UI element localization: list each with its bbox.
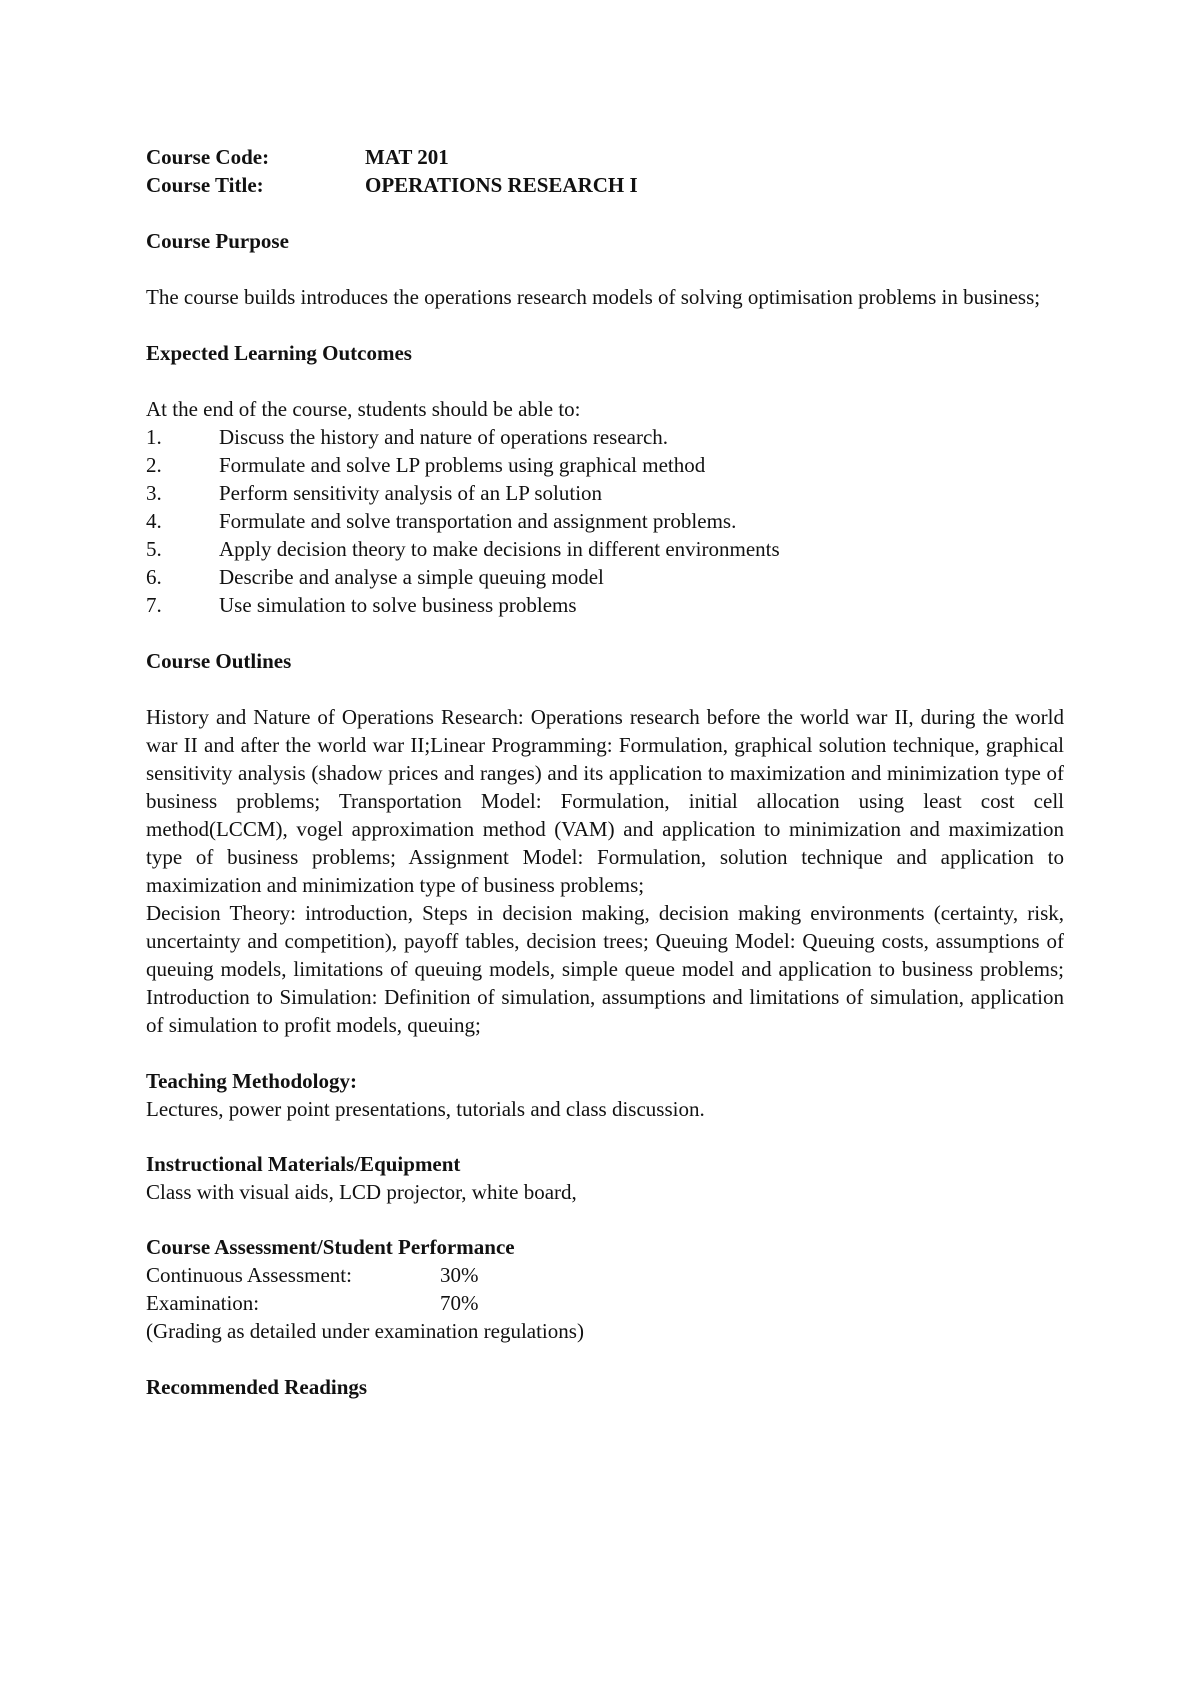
- learning-outcomes-intro: At the end of the course, students should be able to:: [146, 397, 581, 421]
- list-item-number: 5.: [146, 537, 162, 561]
- course-purpose-heading: Course Purpose: [146, 229, 289, 253]
- list-item: [146, 563, 1064, 591]
- course-code-row: [146, 143, 1064, 171]
- teaching-methodology-text: Lectures, power point presentations, tutorials and class discussion.: [146, 1097, 705, 1121]
- recommended-readings-heading: Recommended Readings: [146, 1375, 368, 1399]
- examination-value: 70%: [440, 1291, 479, 1315]
- list-item-number: 7.: [146, 593, 162, 617]
- list-item: [146, 507, 1064, 535]
- course-outlines-paragraph-2: Decision Theory: introduction, Steps in decision making, decision making environments (certainty, risk, uncertainty and competition), payoff tables, decision trees; Queuing Model: Queuing costs, assumptions of queuing models, limitations of queuing models, simple queue model and application to business problems; Introduction to Simulation: Definition of simulation, assumptions and limitations of simulation, application of simulation to profit models, queuing;: [146, 901, 1064, 1037]
- list-item-text: Apply decision theory to make decisions in different environments: [219, 537, 780, 561]
- list-item: [146, 591, 1064, 619]
- continuous-assessment-value: 30%: [440, 1263, 479, 1287]
- examination-row: [146, 1289, 1064, 1317]
- list-item-text: Discuss the history and nature of operations research.: [219, 425, 669, 449]
- list-item: [146, 423, 1064, 451]
- course-code-value: MAT 201: [365, 145, 449, 169]
- list-item-text: Use simulation to solve business problems: [219, 593, 577, 617]
- list-item-number: 1.: [146, 425, 162, 449]
- course-code-label: Course Code:: [146, 145, 270, 169]
- course-outlines-paragraph-1: History and Nature of Operations Research: Operations research before the world war II, during the world war II and after the world war II;Linear Programming: Formulation, graphical solution technique, graphical sensitivity analysis (shadow prices and ranges) and its application to maximization and minimization type of business problems; Transportation Model: Formulation, initial allocation using least cost cell method(LCCM), vogel approximation method (VAM) and application to minimization and maximization type of business problems; Assignment Model: Formulation, solution technique and application to maximization and minimization type of business problems;: [146, 705, 1064, 897]
- learning-outcomes-list: [146, 423, 1064, 619]
- teaching-methodology-heading: Teaching Methodology:: [146, 1069, 357, 1093]
- examination-label: Examination:: [146, 1291, 260, 1315]
- list-item-number: 4.: [146, 509, 162, 533]
- list-item-number: 3.: [146, 481, 162, 505]
- list-item-number: 2.: [146, 453, 162, 477]
- course-title-label: Course Title:: [146, 173, 264, 197]
- course-assessment-heading: Course Assessment/Student Performance: [146, 1235, 515, 1259]
- continuous-assessment-row: [146, 1261, 1064, 1289]
- list-item-text: Formulate and solve transportation and assignment problems.: [219, 509, 737, 533]
- list-item: [146, 451, 1064, 479]
- course-outlines-heading: Course Outlines: [146, 649, 292, 673]
- list-item: [146, 479, 1064, 507]
- instructional-materials-heading: Instructional Materials/Equipment: [146, 1152, 461, 1176]
- syllabus-page: [146, 143, 1064, 1401]
- learning-outcomes-heading: Expected Learning Outcomes: [146, 341, 412, 365]
- list-item-number: 6.: [146, 565, 162, 589]
- list-item-text: Perform sensitivity analysis of an LP solution: [219, 481, 603, 505]
- list-item-text: Describe and analyse a simple queuing model: [219, 565, 604, 589]
- list-item-text: Formulate and solve LP problems using graphical method: [219, 453, 706, 477]
- continuous-assessment-label: Continuous Assessment:: [146, 1263, 352, 1287]
- course-purpose-text: The course builds introduces the operations research models of solving optimisation problems in business;: [146, 285, 1041, 309]
- course-title-value: OPERATIONS RESEARCH I: [365, 173, 638, 197]
- list-item: [146, 535, 1064, 563]
- instructional-materials-text: Class with visual aids, LCD projector, white board,: [146, 1180, 577, 1204]
- course-title-row: [146, 171, 1064, 199]
- grading-note: (Grading as detailed under examination regulations): [146, 1319, 584, 1343]
